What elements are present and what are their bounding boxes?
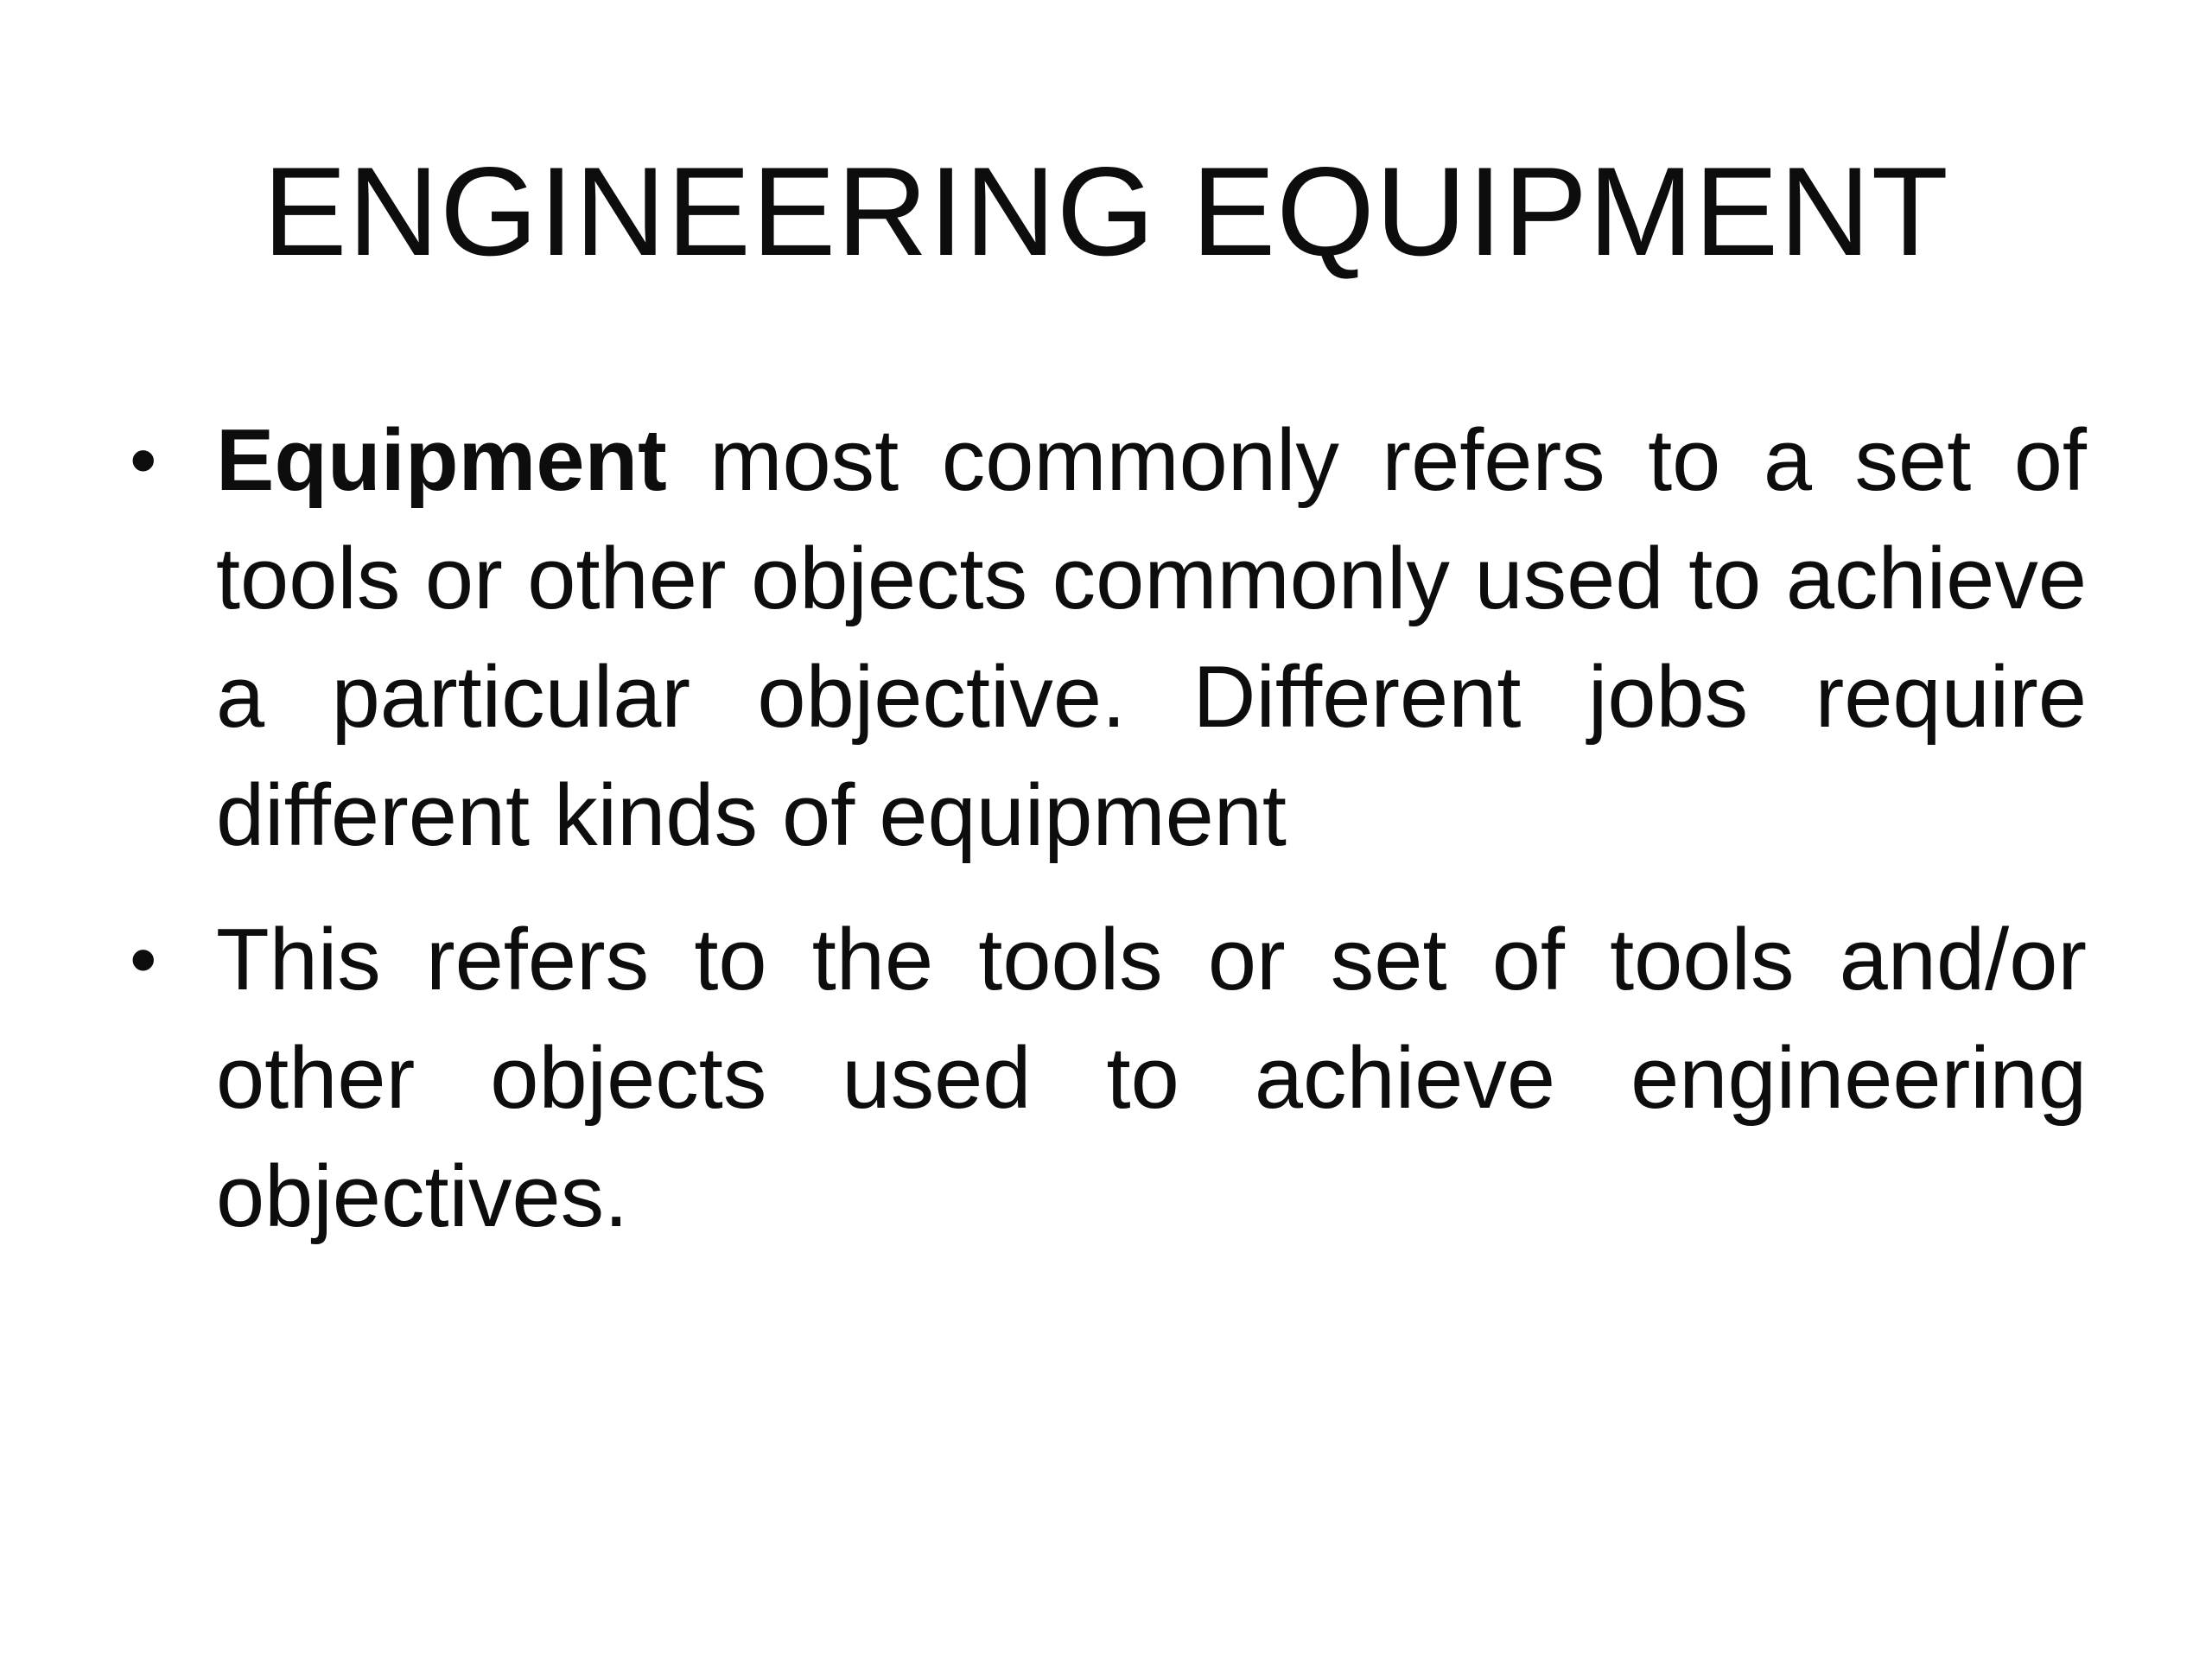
bullet-icon: • [130, 417, 157, 504]
bullet-term: Equipment [216, 412, 667, 509]
bullet-item-engineering-equipment [130, 901, 2087, 1256]
bullet-text: most commonly refers to a set of tools or other objects commonly used to achieve a particular objective. Different jobs require different kinds of equipment [216, 412, 2087, 864]
bullet-list [130, 402, 2087, 1282]
slide-title: ENGINEERING EQUIPMENT [263, 141, 1949, 282]
bullet-text: This refers to the tools or set of tools and/or other objects used to achieve engineering objectives. [216, 912, 2087, 1245]
bullet-icon: • [130, 917, 157, 1003]
bullet-item-equipment-definition [130, 402, 2087, 875]
